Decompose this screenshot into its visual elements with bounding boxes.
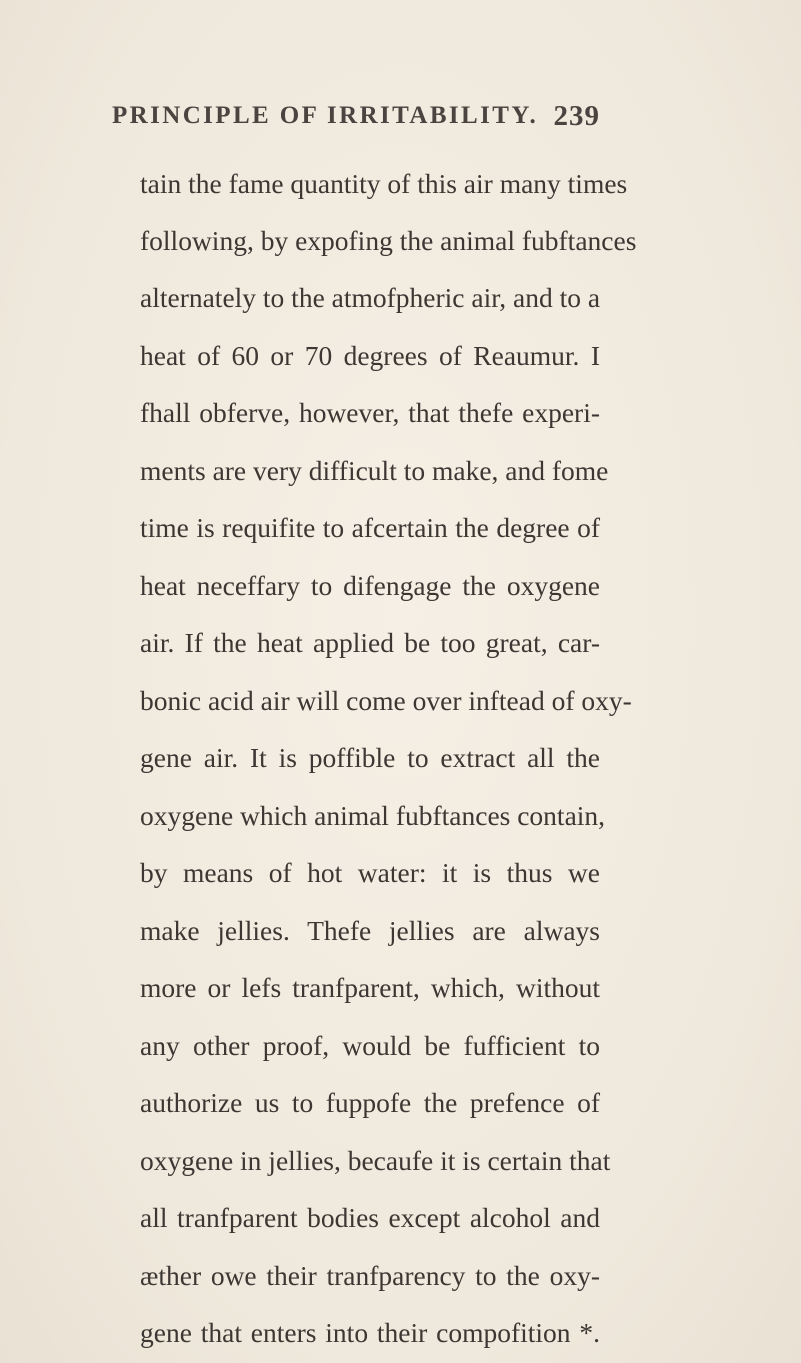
text-line: following, by expofing the animal fubftances: [140, 225, 637, 256]
page-number: 239: [553, 100, 600, 132]
text-line: all tranfparent bodies except alcohol and: [140, 1202, 600, 1233]
text-line: authorize us to fuppofe the prefence of: [140, 1087, 600, 1118]
text-line: bonic acid air will come over inftead of oxy-: [140, 685, 632, 716]
page-header: [112, 102, 600, 142]
text-line: fhall obferve, however, that thefe experi-: [140, 397, 600, 428]
text-line: air. If the heat applied be too great, car-: [140, 627, 600, 658]
text-line: heat neceffary to difengage the oxygene: [140, 570, 600, 601]
text-line: gene that enters into their compofition *.: [140, 1317, 600, 1348]
text-line: oxygene which animal fubftances contain,: [140, 800, 606, 831]
text-line: æther owe their tranfparency to the oxy-: [140, 1260, 600, 1291]
text-line: more or lefs tranfparent, which, without: [140, 972, 600, 1003]
text-line: make jellies. Thefe jellies are always: [140, 915, 600, 946]
text-line: tain the fame quantity of this air many times: [140, 168, 628, 199]
running-head: PRINCIPLE OF IRRITABILITY.: [112, 102, 539, 129]
text-line: ments are very difficult to make, and fome: [140, 455, 609, 486]
text-line: gene air. It is poffible to extract all the: [140, 742, 600, 773]
text-line: alternately to the atmofpheric air, and to a: [140, 282, 601, 313]
text-line: time is requifite to afcertain the degree of: [140, 512, 600, 543]
text-line: by means of hot water: it is thus we: [140, 857, 600, 888]
text-line: any other proof, would be fufficient to: [140, 1030, 600, 1061]
text-line: heat of 60 or 70 degrees of Reaumur. I: [140, 340, 600, 371]
text-line: oxygene in jellies, becaufe it is certain that: [140, 1145, 611, 1176]
